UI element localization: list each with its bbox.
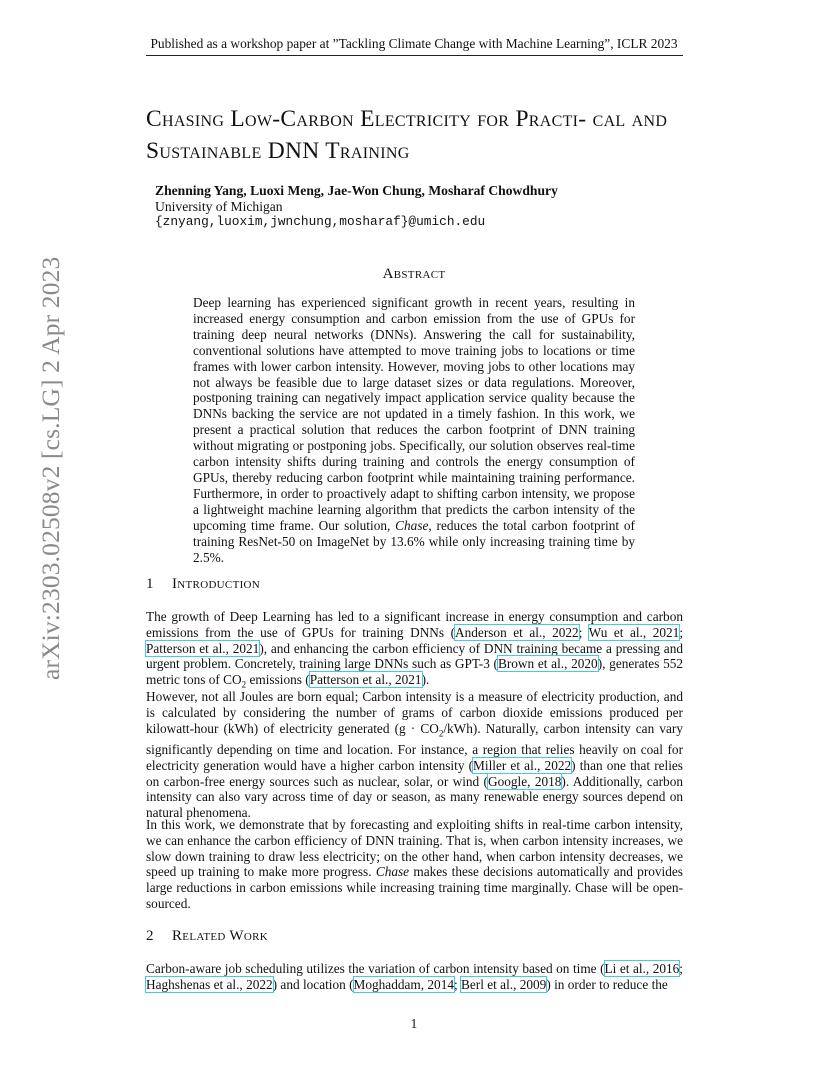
author-block: [155, 183, 558, 230]
paper-title: Chasing Low-Carbon Electricity for Practi- cal and Sustainable DNN Training: [146, 106, 668, 164]
system-name: Chase: [375, 864, 410, 880]
text: /kWh). Naturally, carbon intensity can vary significantly depending on time and location. For instance, a region that relies heavily on coal for electricity generation would have a higher carbon intensity (: [146, 720, 683, 773]
citation-link[interactable]: Google, 2018: [488, 773, 562, 789]
citation-link[interactable]: Patterson et al., 2021: [309, 672, 422, 688]
section-heading-introduction: [146, 576, 260, 593]
citation-link[interactable]: Patterson et al., 2021: [146, 640, 260, 656]
section-number: 2: [146, 928, 154, 944]
author-emails: {znyang,luoxim,jwnchung,mosharaf}@umich.edu: [155, 214, 486, 229]
abstract-body: [193, 295, 635, 565]
text: ), and enhancing the carbon efficiency of DNN training became a pressing and urgent problem. Concretely, training large DNNs such as GPT-3 (: [146, 640, 683, 672]
abstract-text-2: , reduces the total carbon footprint of training ResNet-50 on ImageNet by 13.6% while only increasing training time by 2.5%.: [193, 517, 635, 565]
running-header: Published as a workshop paper at ”Tackling Climate Change with Machine Learning”, ICLR 2023: [150, 36, 678, 51]
section-title: Introduction: [172, 576, 261, 592]
citation-link[interactable]: Wu et al., 2021: [588, 624, 680, 640]
text: makes these decisions automatically and provides large reductions in carbon emissions while increasing training time marginally. Chase will be open-sourced.: [146, 864, 683, 911]
section-heading-related-work: [146, 928, 268, 945]
citation-link[interactable]: Haghshenas et al., 2022: [146, 976, 273, 992]
citation-link[interactable]: Anderson et al., 2022: [455, 624, 579, 640]
section-title: Related Work: [172, 928, 269, 944]
text: ) and location (: [272, 976, 354, 992]
abstract-heading: Abstract: [382, 266, 446, 282]
text: ) in order to reduce the: [546, 976, 668, 992]
page-number: 1: [410, 1016, 418, 1031]
text: ), generates 552 metric tons of CO: [146, 656, 684, 688]
text: ;: [578, 624, 589, 640]
system-name: Chase: [395, 517, 429, 533]
text: Carbon-aware job scheduling utilizes the variation of carbon intensity based on time (: [146, 961, 605, 976]
intro-paragraph-3: [146, 817, 683, 912]
header-rule: [146, 55, 683, 56]
text: ) than one that relies on carbon-free energy sources such as nuclear, solar, or wind (: [146, 757, 683, 789]
subscript: 2: [438, 728, 444, 739]
intro-paragraph-2: [146, 689, 683, 821]
text: However, not all Joules are born equal; Carbon intensity is a measure of electricity production, and is calculated by considering the number of grams of carbon dioxide emissions produced per kilowatt-hour (kWh) of electricity generated (g · CO: [146, 689, 683, 736]
subscript: 2: [241, 679, 247, 690]
abstract-text-1: Deep learning has experienced significant growth in recent years, resulting in increased energy consumption and carbon emission from the use of GPUs for training deep neural networks (DNNs). Answering the call for sustainability, conventional solutions have attempted to move training jobs to locations or time frames with lower carbon intensity. However, moving jobs to other locations may not always be feasible due to large dataset sizes or data regulations. Moreover, postponing training can negatively impact application service quality because the DNNs backing the service are not updated in a timely fashion. In this work, we present a practical solution that reduces the carbon footprint of DNN training without migrating or postponing jobs. Specifically, our solution observes real-time carbon intensity shifts during training and controls the energy consumption of GPUs, thereby reducing carbon footprint while maintaining training performance. Furthermore, in order to proactively adapt to shifting carbon intensity, we propose a lightweight machine learning algorithm that predicts the carbon intensity of the upcoming time frame. Our solution,: [193, 295, 635, 533]
section-number: 1: [146, 576, 154, 592]
text: In this work, we demonstrate that by forecasting and exploiting shifts in real-time carbon intensity, we can enhance the carbon efficiency of DNN training. That is, when carbon intensity increases, we slow down training to draw less electricity; on the other hand, when carbon intensity decreases, we speed up training to make more progress.: [146, 817, 683, 880]
text: emissions (: [246, 672, 310, 688]
text: ;: [679, 624, 684, 640]
affiliation: University of Michigan: [155, 198, 283, 214]
citation-link[interactable]: Miller et al., 2022: [473, 757, 572, 773]
text: ). Additionally, carbon intensity can also vary across time of day or season, as many renewable energy sources depend on natural phenomena.: [146, 773, 683, 821]
citation-link[interactable]: Li et al., 2016: [604, 961, 680, 976]
text: ;: [454, 976, 462, 992]
related-paragraph-1: [146, 961, 683, 993]
author-names: Zhenning Yang, Luoxi Meng, Jae-Won Chung, Mosharaf Chowdhury: [155, 183, 558, 198]
text: ;: [679, 961, 683, 976]
arxiv-sidebar-stamp: arXiv:2303.02508v2 [cs.LG] 2 Apr 2023: [36, 256, 65, 680]
citation-link[interactable]: Brown et al., 2020: [497, 656, 598, 672]
citation-link[interactable]: Moghaddam, 2014: [353, 976, 454, 992]
text: ).: [421, 672, 430, 688]
citation-link[interactable]: Berl et al., 2009: [461, 976, 547, 992]
text: The growth of Deep Learning has led to a significant increase in energy consumption and carbon emissions from the use of GPUs for training DNNs (: [146, 609, 683, 640]
intro-paragraph-1: [146, 609, 683, 694]
